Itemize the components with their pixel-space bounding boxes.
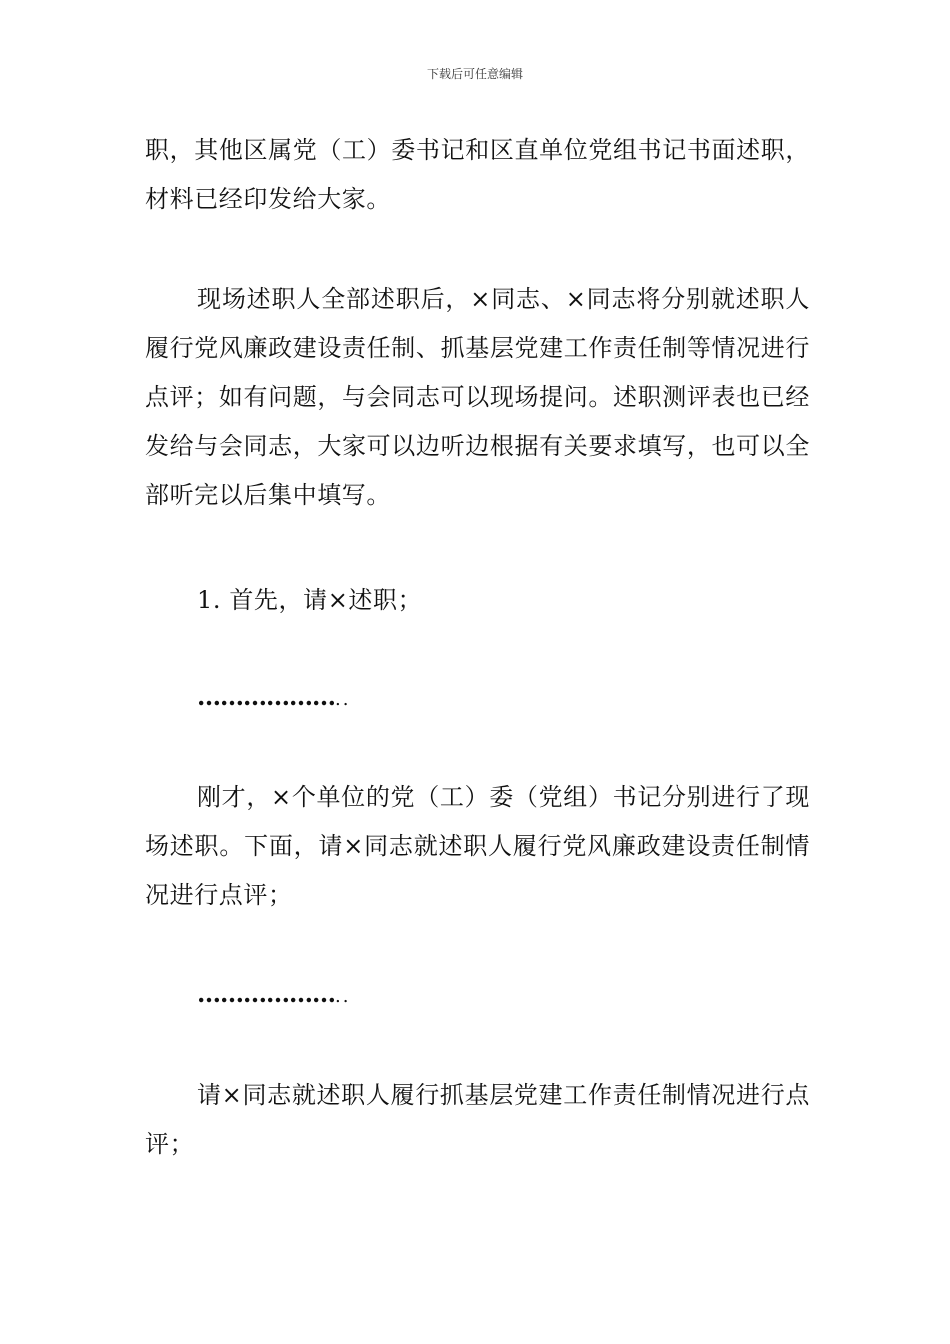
ellipsis-1-main: ……………… (197, 682, 335, 711)
paragraph-2: 现场述职人全部述职后，×同志、×同志将分别就述职人履行党风廉政建设责任制、抓基层党建工作责任制等情况进行点评；如有问题，与会同志可以现场提问。述职测评表也已经发给与会同志，大家可以边听边根据有关要求填写，也可以全部听完以后集中填写。 (145, 285, 810, 509)
ellipsis-1 (197, 682, 350, 715)
paragraph-3-list-item: 1. 首先，请×述职； (197, 586, 423, 614)
paragraph-1: 职，其他区属党（工）委书记和区直单位党组书记书面述职，材料已经印发给大家。 (145, 136, 810, 213)
ellipsis-2 (197, 979, 350, 1012)
paragraph-4: 刚才，×个单位的党（工）委（党组）书记分别进行了现场述职。下面，请×同志就述职人履行党风廉政建设责任制情况进行点评； (145, 783, 810, 909)
ellipsis-1-tail: .. (335, 689, 351, 710)
page-header-note: 下载后可任意编辑 (426, 67, 523, 81)
ellipsis-2-main: ……………… (197, 979, 335, 1008)
paragraph-5: 请×同志就述职人履行抓基层党建工作责任制情况进行点评； (145, 1081, 810, 1158)
ellipsis-2-tail: .. (335, 986, 351, 1007)
